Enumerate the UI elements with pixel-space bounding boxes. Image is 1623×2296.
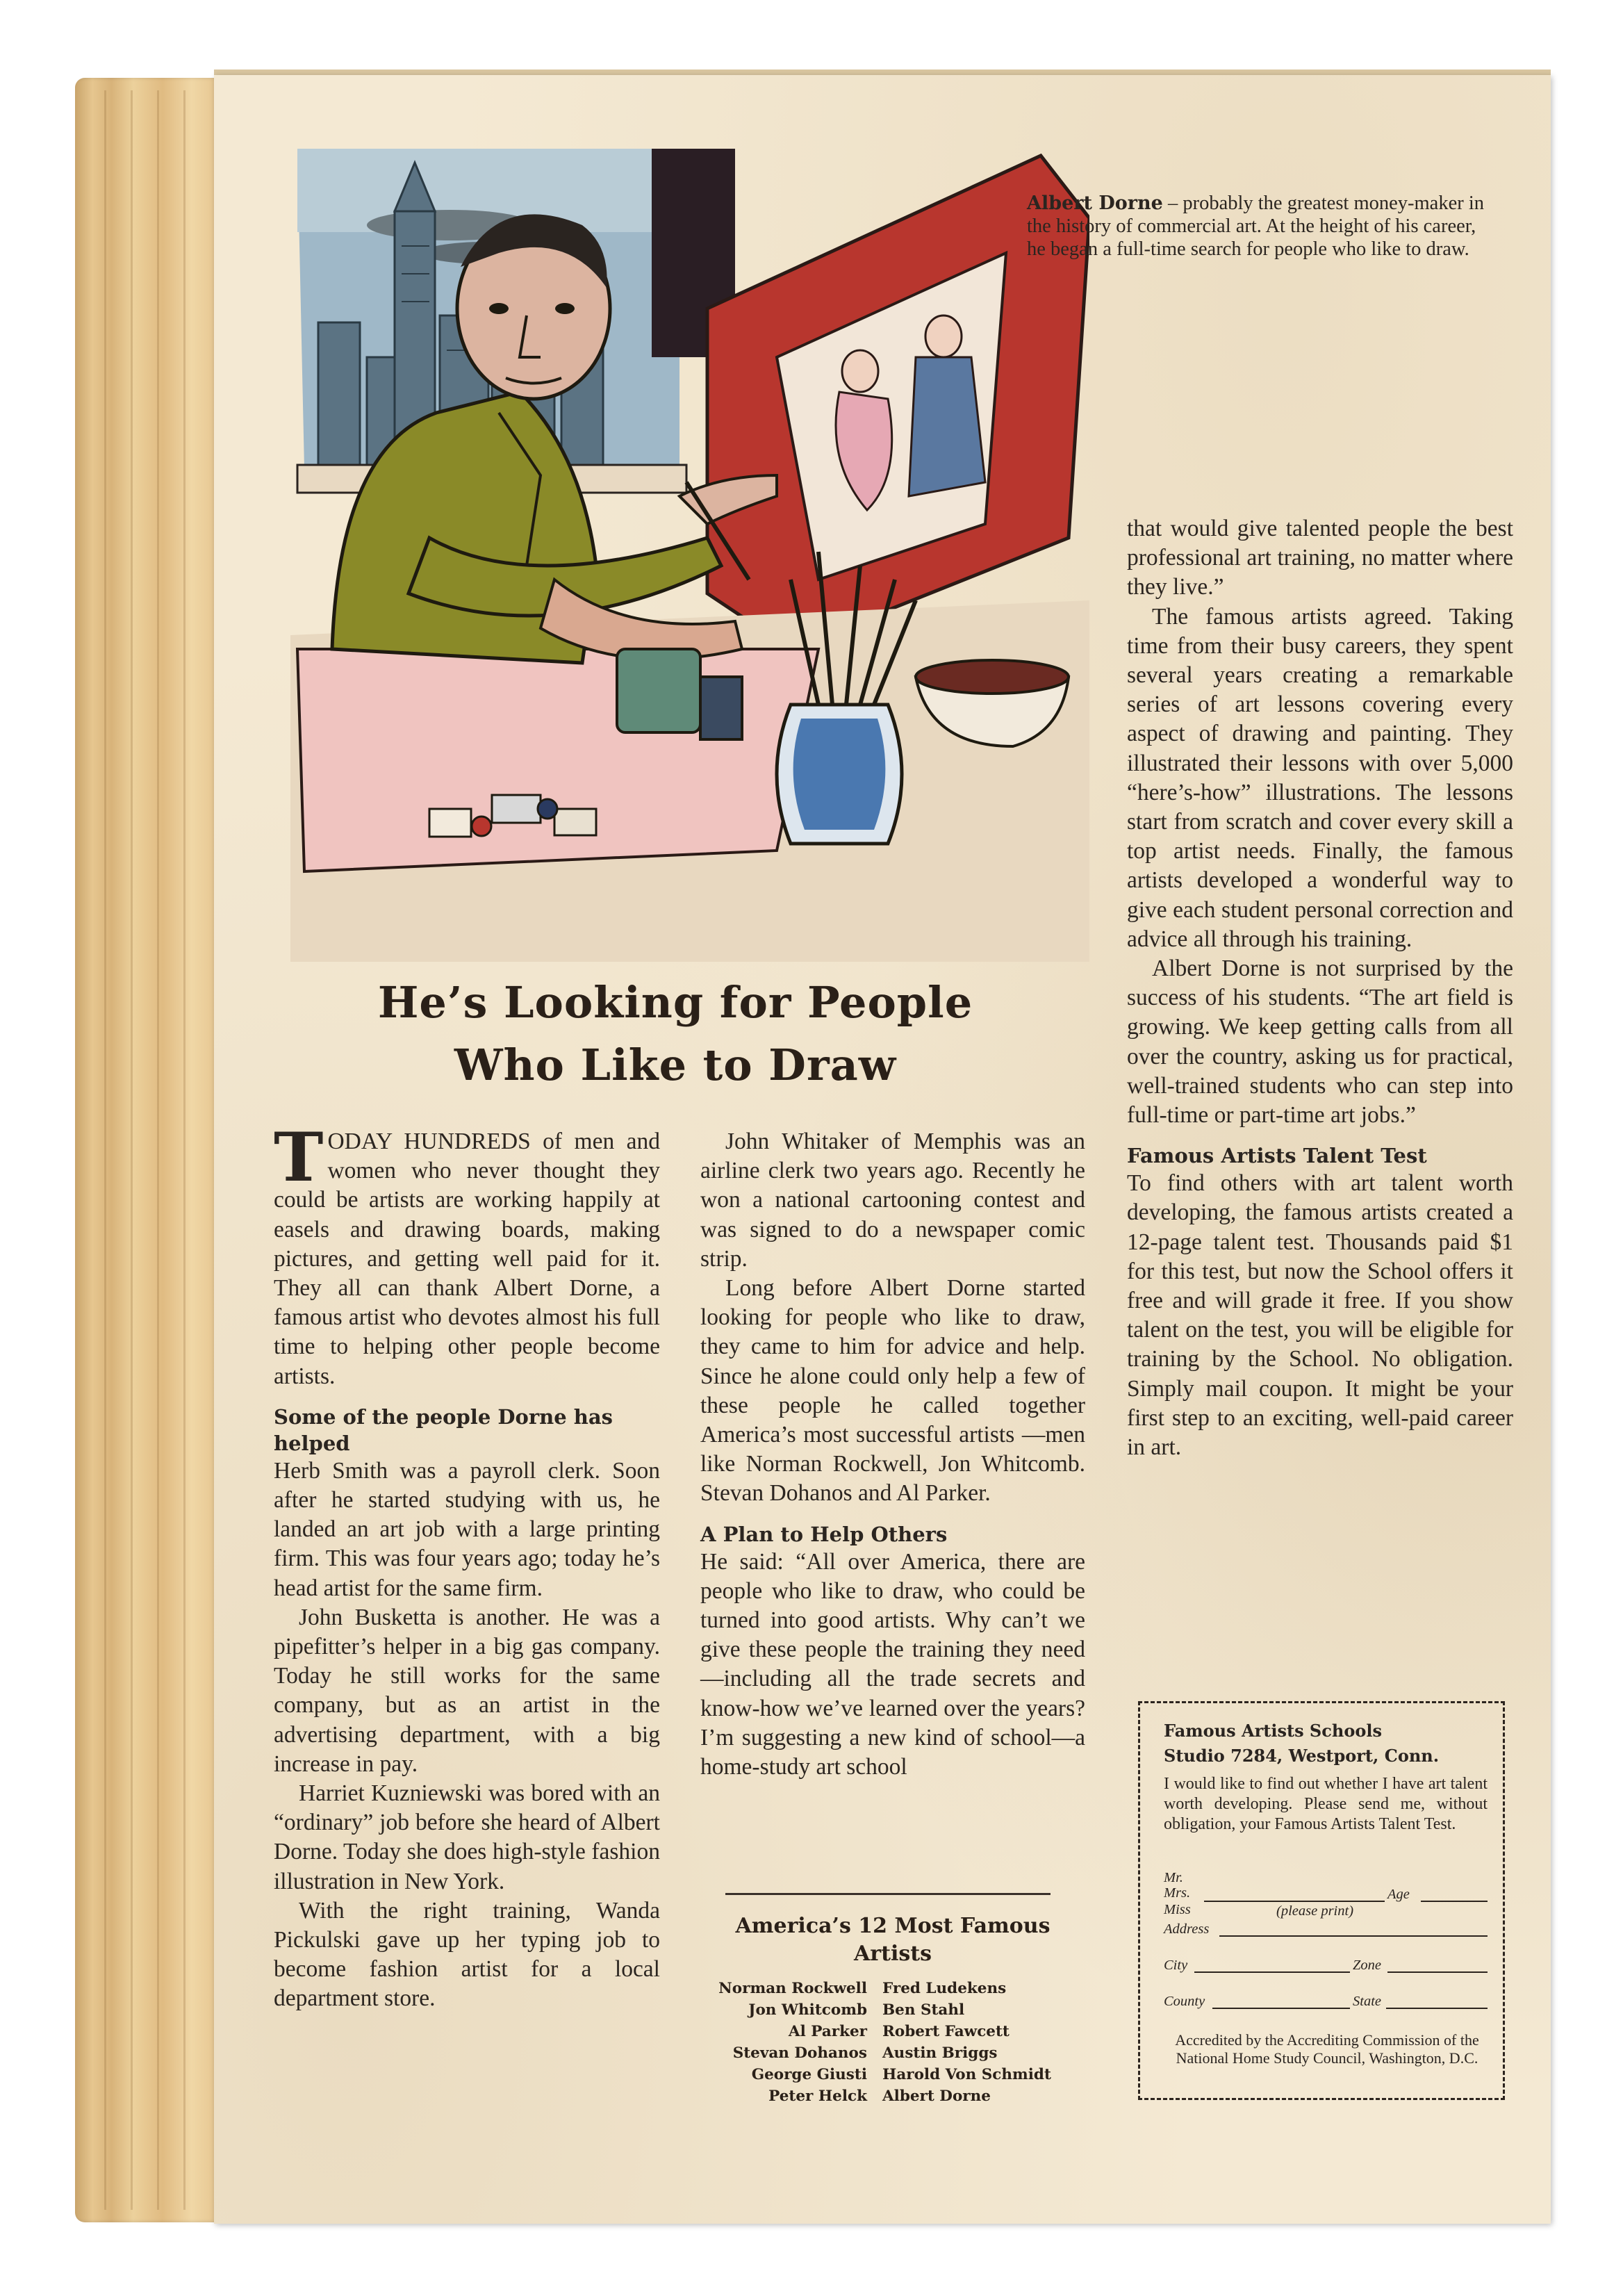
artist-name: Jon Whitcomb bbox=[748, 2001, 867, 2019]
artist-name: Peter Helck bbox=[768, 2088, 867, 2105]
paragraph: John Busketta is another. He was a pipefitter’s helper in a big gas company. Today he still works for the same company, but as an artist in the advertising department, with a big increase in pay. bbox=[274, 1604, 660, 1777]
paragraph: Harriet Kuzniewski was bored with an “ordinary” job before she heard of Albert Dorne. Today she does high-style fashion illustration in New York. bbox=[274, 1780, 660, 1894]
artist-name: Fred Ludekens bbox=[882, 1980, 1007, 1997]
subheading-people-helped: Some of the people Dorne has helped bbox=[274, 1404, 613, 1455]
artist-name: Stevan Dohanos bbox=[732, 2044, 867, 2062]
article-column-1 bbox=[274, 1118, 660, 2014]
page-stack-lines bbox=[104, 90, 208, 2210]
illustration-caption bbox=[1027, 192, 1485, 261]
coupon-studio-address: Studio 7284, Westport, Conn. bbox=[1164, 1746, 1440, 1766]
artists-list bbox=[692, 1978, 1095, 2107]
artist-name: Al Parker bbox=[788, 2023, 867, 2040]
label-age: Age bbox=[1387, 1887, 1410, 1902]
artist-name: Harold Von Schmidt bbox=[882, 2066, 1051, 2083]
caption-text: – probably the greatest money-maker in the history of commercial art. At the height of his career, he began a full-time search for people who like to draw. bbox=[1027, 192, 1485, 260]
artists-row bbox=[692, 1999, 1095, 2021]
label-miss: Miss bbox=[1164, 1902, 1191, 1917]
artist-name: Norman Rockwell bbox=[718, 1980, 867, 1997]
label-city: City bbox=[1164, 1958, 1188, 1973]
article-column-3 bbox=[1127, 514, 1513, 1462]
label-county: County bbox=[1164, 1994, 1205, 2009]
artists-list-title: America’s 12 Most Famous Artists bbox=[735, 1914, 1051, 1966]
lead-words: ODAY HUNDREDS bbox=[327, 1129, 531, 1154]
age-field-line[interactable] bbox=[1421, 1901, 1488, 1902]
artist-name: George Giusti bbox=[751, 2066, 867, 2083]
headline-line-1: He’s Looking for People bbox=[377, 977, 973, 1028]
artists-row bbox=[692, 1978, 1095, 1999]
artists-row bbox=[692, 2042, 1095, 2064]
paragraph: Herb Smith was a payroll clerk. Soon after he started studying with us, he landed an art job with a large printing firm. This was four years ago; today he’s head artist for the same firm. bbox=[274, 1457, 660, 1601]
artists-row bbox=[692, 2085, 1095, 2107]
label-zone: Zone bbox=[1353, 1958, 1381, 1973]
paragraph: John Whitaker of Memphis was an airline clerk two years ago. Recently he won a national cartooning contest and was signed to do a newspaper comic strip. bbox=[700, 1129, 1085, 1272]
article-column-2 bbox=[700, 1127, 1085, 1782]
paragraph: Albert Dorne is not surprised by the success of his students. “The art field is growing. We keep getting calls from all over the country, asking us for practical, well-trained students who can step into full-time or part-time art jobs.” bbox=[1127, 956, 1513, 1129]
zone-field-line[interactable] bbox=[1387, 1971, 1488, 1973]
label-address: Address bbox=[1164, 1921, 1210, 1937]
drop-cap: T bbox=[274, 1118, 324, 1197]
address-field-line[interactable] bbox=[1219, 1935, 1488, 1937]
caption-name: Albert Dorne bbox=[1027, 192, 1163, 214]
name-field-line[interactable] bbox=[1204, 1901, 1385, 1902]
state-field-line[interactable] bbox=[1386, 2008, 1488, 2009]
coupon-header bbox=[1164, 1719, 1497, 1769]
label-mrs: Mrs. bbox=[1164, 1885, 1191, 1901]
headline-line-2: Who Like to Draw bbox=[454, 1040, 897, 1090]
paragraph bbox=[274, 1118, 660, 1391]
county-field-line[interactable] bbox=[1212, 2008, 1350, 2009]
paragraph: Long before Albert Dorne started looking for people who like to draw, they came to him for advice and help. Since he alone could only help a few of these people he called together America’s most successful artists —men like Norman Rockwell, Jon Whitcomb. Stevan Dohanos and Al Parker. bbox=[700, 1275, 1085, 1507]
city-field-line[interactable] bbox=[1194, 1971, 1350, 1973]
paragraph: With the right training, Wanda Pickulski gave up her typing job to become fashion artist for a local department store. bbox=[274, 1897, 660, 2012]
coupon-school-name: Famous Artists Schools bbox=[1164, 1721, 1382, 1741]
label-state: State bbox=[1353, 1994, 1381, 2009]
page-headline bbox=[278, 971, 1073, 1097]
paragraph: The famous artists agreed. Taking time from their busy careers, they spent several years creating a remarkable series of art lessons covering every aspect of drawing and painting. They illustrated their lessons with over 5,000 “here’s-how” illustrations. The lessons start from scratch and cover every skill a top artist needs. Finally, the famous artists developed a wonderful way to give each student personal correction and advice all through his training. bbox=[1127, 603, 1513, 952]
label-mr: Mr. bbox=[1164, 1870, 1183, 1885]
artist-illustration bbox=[290, 149, 1089, 962]
paragraph: He said: “All over America, there are people who like to draw, who could be turned into good artists. Why can’t we give these people the training they need—including all the trade secrets and know-how we’ve learned over the years? I’m suggesting a new kind of school—a home-study art school bbox=[700, 1548, 1085, 1780]
paragraph: that would give talented people the best professional art training, no matter where they live.” bbox=[1127, 516, 1513, 600]
mail-coupon[interactable] bbox=[1138, 1701, 1505, 2100]
paragraph: To find others with art talent worth developing, the famous artists created a 12-page talent test. Thousands paid $1 for this test, but now the School offers it free and will grade it free. If you show talent on the test, you will be eligible for training by the School. No obligation. Simply mail coupon. It might be your first step to an exciting, well-paid career in art. bbox=[1127, 1170, 1513, 1461]
label-please-print: (please print) bbox=[1276, 1903, 1354, 1919]
subheading-talent-test: Famous Artists Talent Test bbox=[1127, 1144, 1427, 1168]
coupon-request-text: I would like to find out whether I have art talent worth developing. Please send me, without obligation, your Famous Artists Talent Test. bbox=[1164, 1775, 1488, 1833]
accreditation-note: Accredited by the Accrediting Commission of the National Home Study Council, Washington, D.C. bbox=[1175, 2031, 1479, 2067]
artists-row bbox=[692, 2064, 1095, 2085]
paragraph-text: of men and women who never thought they could be artists are working happily at easels and drawing boards, making pictures, and getting well paid for it. They all can thank Albert Dorne, a famous artist who devotes almost his full time to helping other people become artists. bbox=[274, 1129, 660, 1389]
artist-name: Albert Dorne bbox=[882, 2088, 991, 2105]
artist-name: Austin Briggs bbox=[882, 2044, 998, 2062]
divider-rule bbox=[725, 1893, 1051, 1895]
subheading-plan: A Plan to Help Others bbox=[700, 1522, 948, 1546]
artist-name: Ben Stahl bbox=[882, 2001, 965, 2019]
artist-name: Robert Fawcett bbox=[882, 2023, 1010, 2040]
artists-row bbox=[692, 2021, 1095, 2042]
